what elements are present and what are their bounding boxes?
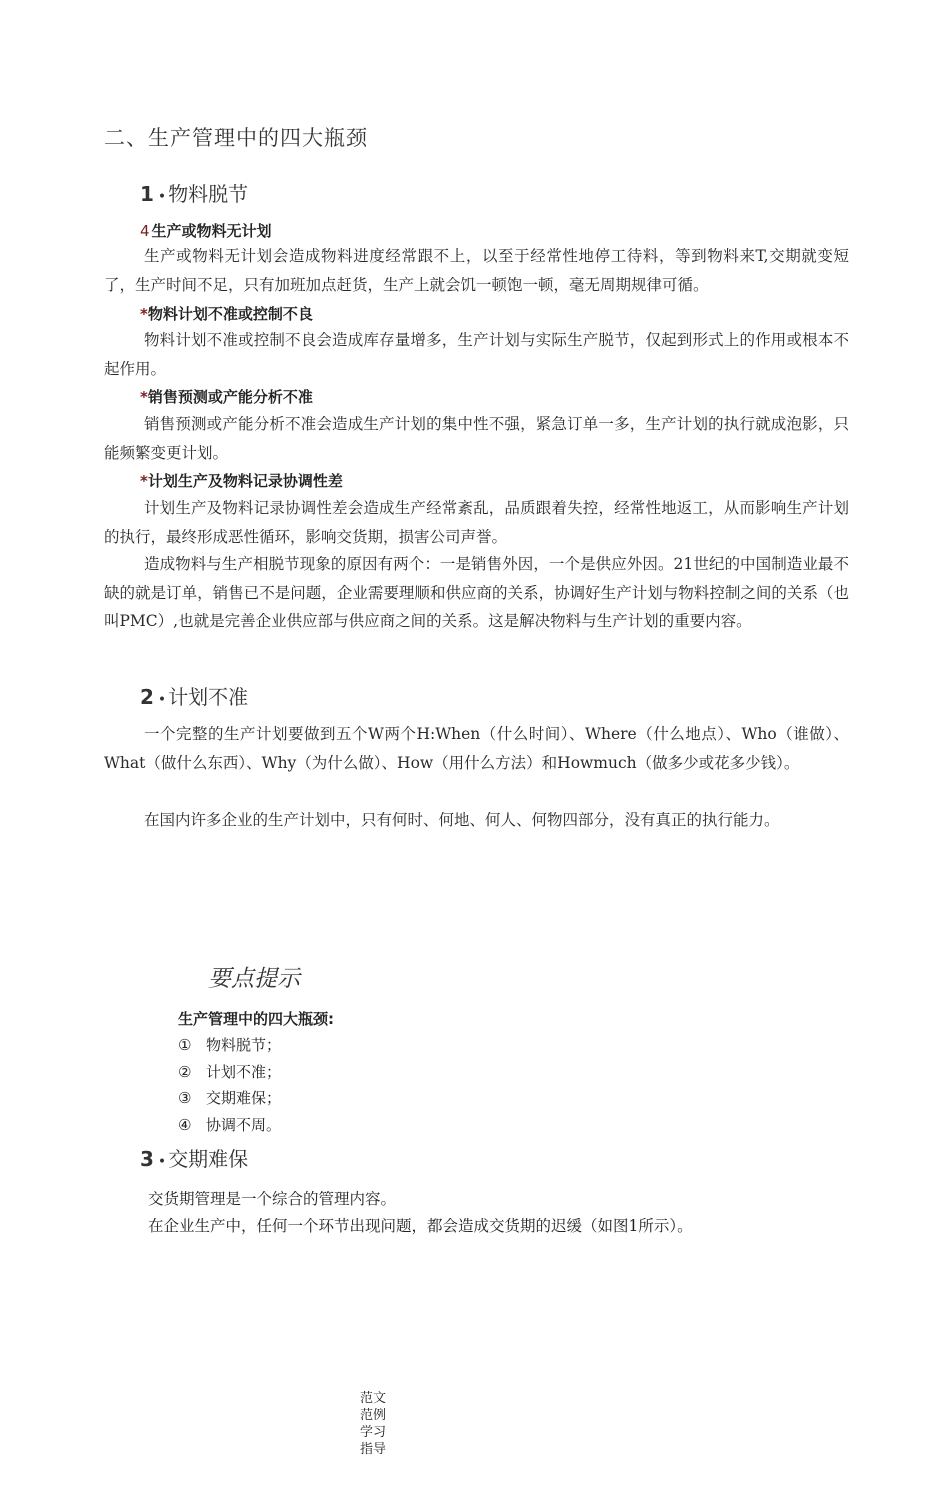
section-title: 二、生产管理中的四大瓶颈	[104, 126, 368, 150]
subheading-text: 生产或物料无计划	[151, 222, 272, 240]
subheading-coordination	[140, 470, 343, 491]
paragraph: 生产或物料无计划会造成物料进度经常跟不上，以至于经常性地停工待料，等到物料来T,交期就变短了，生产时间不足，只有加班加点赶货，生产上就会饥一顿饱一顿，毫无周期规律可循。	[104, 247, 849, 294]
heading-text: 计划不准	[168, 685, 249, 709]
heading-number: 3	[140, 1147, 154, 1171]
paragraph: 在国内许多企业的生产计划中，只有何时、何地、何人、何物四部分，没有真正的执行能力。	[144, 811, 780, 829]
paragraph: 一个完整的生产计划要做到五个W两个H:When（什么时间）、Where（什么地点）、Who（谁做）、What（做什么东西）、Why（为什么做）、How（用什么方法）和Howmuch（做多少或花多少钱）。	[104, 725, 849, 772]
list-marker: ②	[178, 1062, 192, 1081]
list-item	[178, 1059, 281, 1086]
paragraph: 计划生产及物料记录协调性差会造成生产经常紊乱，品质跟着失控，经常性地返工，从而影响生产计划的执行，最终形成恶性循环，影响交货期，损害公司声誉。	[104, 499, 849, 546]
heading-number: 2	[140, 685, 154, 709]
footer-line: 范例	[360, 1408, 387, 1423]
heading-material	[140, 178, 248, 207]
list-text: 交期难保；	[206, 1089, 282, 1107]
heading-bullet: •	[157, 189, 167, 205]
heading-number: 1	[140, 182, 154, 206]
subheading-no-plan	[140, 220, 272, 241]
paragraph: 造成物料与生产相脱节现象的原因有两个：一是销售外因，一个是供应外因。21世纪的中国制造业最不缺的就是订单，销售已不是问题，企业需要理顺和供应商的关系，协调好生产计划与物料控制之间的关系（也叫PMC）,也就是完善企业供应部与供应商之间的关系。这是解决物料与生产计划的重要内容。	[104, 555, 849, 630]
subheading-text: 计划生产及物料记录协调性差	[147, 472, 343, 490]
list-item	[178, 1085, 281, 1112]
paragraph: 交货期管理是一个综合的管理内容。	[148, 1190, 397, 1208]
heading-bullet: •	[157, 692, 167, 708]
list-marker: ③	[178, 1089, 192, 1107]
paragraph: 销售预测或产能分析不准会造成生产计划的集中性不强，紧急订单一多，生产计划的执行就成泡影，只能频繁变更计划。	[104, 415, 849, 462]
list-marker: ①	[178, 1036, 192, 1054]
tips-title: 要点提示	[208, 966, 300, 992]
heading-plan	[140, 681, 248, 710]
subheading-text: 销售预测或产能分析不准	[147, 388, 313, 406]
subheading-text: 物料计划不准或控制不良	[147, 305, 313, 323]
heading-delivery	[140, 1143, 248, 1172]
list-marker: ④	[178, 1115, 192, 1134]
footer-line: 指导	[360, 1442, 387, 1457]
subheading-marker: *	[140, 305, 148, 323]
subheading-marker: *	[140, 472, 148, 490]
list-text: 物料脱节；	[206, 1036, 282, 1054]
list-item	[178, 1032, 281, 1059]
heading-text: 物料脱节	[168, 182, 249, 206]
footer-line: 学习	[360, 1425, 387, 1440]
list-text: 计划不准；	[206, 1062, 282, 1081]
list-item	[178, 1112, 281, 1139]
list-text: 协调不周。	[206, 1115, 282, 1134]
subheading-marker: *	[140, 388, 148, 406]
tips-heading: 生产管理中的四大瓶颈:	[178, 1010, 334, 1028]
paragraph: 物料计划不准或控制不良会造成库存量增多，生产计划与实际生产脱节，仅起到形式上的作用或根本不起作用。	[104, 331, 849, 378]
heading-bullet: •	[157, 1154, 167, 1170]
footer-watermark	[360, 1390, 400, 1458]
footer-line: 范文	[360, 1391, 387, 1406]
tips-list	[178, 1032, 281, 1138]
subheading-inaccurate-plan	[140, 303, 313, 324]
heading-text: 交期难保	[168, 1147, 249, 1171]
subheading-marker: 4	[140, 222, 150, 240]
subheading-forecast	[140, 386, 313, 407]
paragraph: 在企业生产中，任何一个环节出现问题，都会造成交货期的迟缓（如图1所示）。	[148, 1217, 693, 1235]
